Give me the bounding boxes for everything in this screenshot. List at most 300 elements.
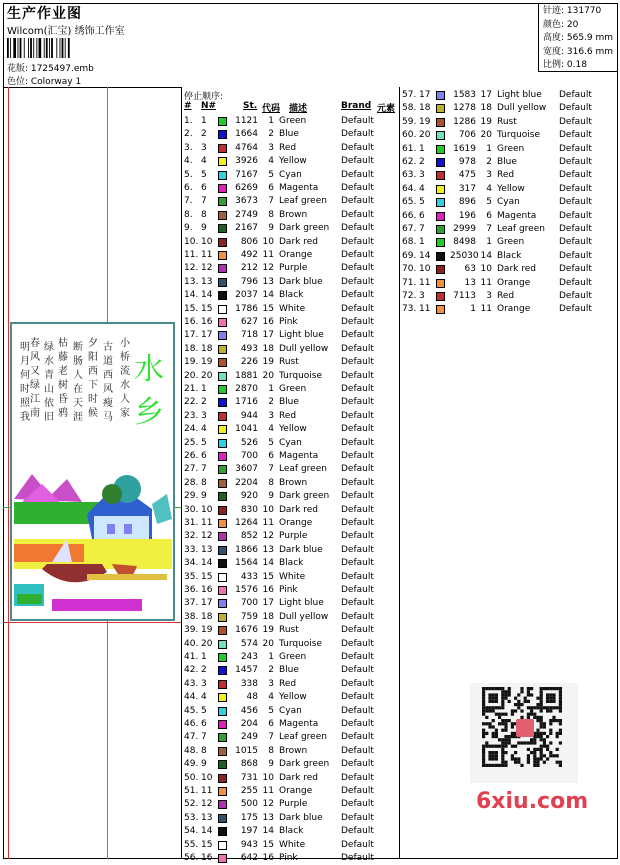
thread-brand: Default: [341, 209, 374, 220]
color-description: Purple: [279, 799, 308, 810]
stop-index: 46.: [184, 719, 199, 729]
color-code: 19: [262, 625, 274, 636]
stop-index: 12.: [184, 263, 199, 274]
svg-text:桥: 桥: [120, 352, 130, 363]
thread-brand: Default: [341, 826, 374, 837]
stop-index: 61.: [402, 143, 417, 154]
stitch-count: 243: [240, 652, 258, 662]
color-description: Yellow: [279, 424, 307, 435]
thread-brand: Default: [341, 544, 374, 555]
color-description: Dark green: [279, 759, 330, 770]
needle-number: 1: [201, 384, 207, 394]
thread-brand: Default: [341, 571, 374, 582]
color-code: 8: [268, 477, 274, 488]
needle-number: 7: [201, 732, 207, 743]
stop-row: [184, 289, 384, 302]
stitch-count: 25030: [450, 250, 479, 261]
stop-index: 54.: [184, 826, 199, 837]
svg-text:流: 流: [120, 366, 130, 377]
color-description: Green: [279, 384, 307, 394]
stop-row: [402, 290, 602, 303]
color-code: 12: [262, 263, 274, 274]
color-code: 16: [262, 585, 274, 595]
svg-text:绿: 绿: [44, 342, 54, 353]
color-description: Leaf green: [279, 464, 327, 475]
color-code: 10: [262, 504, 274, 515]
stop-row: [184, 544, 384, 557]
stop-index: 71.: [402, 277, 417, 288]
stop-index: 1.: [184, 116, 193, 126]
stitch-count: 7167: [235, 169, 258, 180]
color-swatch: [218, 238, 227, 247]
needle-number: 14: [201, 826, 213, 837]
svg-text:藤: 藤: [58, 352, 68, 363]
needle-number: 13: [201, 276, 213, 287]
thread-brand: Default: [341, 424, 374, 435]
color-description: Blue: [279, 397, 299, 408]
color-code: 5: [486, 197, 492, 208]
stitch-count: 226: [240, 357, 258, 368]
thread-brand: Default: [341, 116, 374, 126]
svg-text:风: 风: [103, 384, 113, 395]
stitch-count: 796: [240, 276, 258, 287]
stop-index: 13.: [184, 276, 199, 287]
color-code: 2: [268, 129, 274, 140]
stitch-count: 2167: [235, 223, 258, 234]
svg-text:涯: 涯: [73, 412, 83, 423]
color-description: Turquoise: [279, 370, 323, 381]
color-description: Brown: [279, 209, 308, 220]
stop-index: 68.: [402, 237, 417, 248]
design-file-label: 花版: 1725497.emb: [7, 64, 94, 74]
needle-number: 14: [201, 558, 213, 569]
color-code: 13: [262, 544, 274, 555]
stop-index: 8.: [184, 209, 193, 220]
needle-number: 7: [201, 464, 207, 475]
stop-row: [184, 276, 384, 289]
stop-row: [184, 155, 384, 168]
color-code: 12: [262, 531, 274, 542]
needle-number: 5: [419, 197, 425, 208]
color-code: 2: [486, 157, 492, 167]
stop-index: 28.: [184, 477, 199, 488]
color-code: 8: [268, 745, 274, 756]
stitch-count: 3926: [235, 156, 258, 167]
svg-text:旧: 旧: [44, 412, 54, 423]
thread-brand: Default: [341, 625, 374, 636]
barcode-icon: [7, 38, 85, 58]
thread-brand: Default: [341, 745, 374, 756]
color-swatch: [218, 130, 227, 139]
stop-index: 57.: [402, 90, 417, 100]
thread-brand: Default: [341, 397, 374, 408]
color-description: Dark red: [279, 772, 318, 783]
stop-row: [184, 812, 384, 825]
color-swatch: [436, 238, 445, 247]
color-swatch: [218, 331, 227, 340]
divider-vertical-mid: [181, 87, 182, 859]
stop-row: [402, 169, 602, 182]
needle-number: 11: [419, 304, 431, 315]
stitch-count: 2870: [235, 384, 258, 394]
stop-index: 49.: [184, 759, 199, 770]
stitch-count: 718: [240, 330, 258, 341]
needle-number: 12: [201, 799, 213, 810]
needle-number: 9: [201, 759, 207, 770]
stop-index: 64.: [402, 183, 417, 194]
color-code: 3: [268, 142, 274, 153]
color-code: 15: [262, 839, 274, 850]
stop-index: 32.: [184, 531, 199, 542]
color-code: 3: [268, 410, 274, 421]
needle-number: 5: [201, 705, 207, 716]
color-code: 9: [268, 759, 274, 770]
stitch-count: 1676: [235, 625, 258, 636]
stop-index: 56.: [184, 853, 199, 863]
needle-number: 10: [201, 504, 213, 515]
color-code: 4: [486, 183, 492, 194]
color-description: Yellow: [279, 692, 307, 703]
thread-brand: Default: [559, 130, 592, 141]
color-code: 5: [268, 437, 274, 448]
needle-number: 4: [419, 183, 425, 194]
stop-index: 20.: [184, 370, 199, 381]
color-description: Red: [497, 170, 515, 181]
needle-number: 6: [201, 451, 207, 461]
stop-index: 52.: [184, 799, 199, 810]
color-swatch: [218, 291, 227, 300]
stop-row: [402, 250, 602, 263]
stop-row: [184, 463, 384, 476]
stop-row: [184, 249, 384, 262]
color-code: 16: [262, 317, 274, 327]
thread-brand: Default: [559, 157, 592, 167]
stitch-count: 针迹: 131770: [543, 6, 602, 16]
stop-row: [184, 852, 384, 865]
poem-calligraphy: [20, 336, 131, 423]
thread-brand: Default: [341, 692, 374, 703]
thread-brand: Default: [341, 652, 374, 662]
color-swatch: [218, 841, 227, 850]
color-code: 6: [268, 451, 274, 461]
color-code: 4: [268, 156, 274, 167]
stop-index: 27.: [184, 464, 199, 475]
needle-number: 3: [419, 291, 425, 301]
stop-row: [184, 638, 384, 651]
thread-brand: Default: [341, 839, 374, 850]
needle-number: 14: [201, 290, 213, 301]
svg-text:枯: 枯: [58, 338, 68, 349]
thread-brand: Default: [341, 223, 374, 234]
stop-row: [184, 611, 384, 624]
color-code: 11: [262, 250, 274, 260]
stop-row: [184, 839, 384, 852]
needle-number: 11: [201, 786, 213, 796]
stitch-count: 574: [240, 638, 258, 649]
color-code: 16: [262, 853, 274, 863]
svg-text:断: 断: [73, 342, 83, 353]
color-code: 2: [268, 665, 274, 676]
stop-row: [184, 530, 384, 543]
color-description: White: [279, 303, 306, 314]
svg-text:下: 下: [88, 380, 98, 391]
needle-number: 6: [201, 183, 207, 193]
color-code: 14: [480, 250, 492, 261]
needle-number: 4: [201, 424, 207, 435]
thread-brand: Default: [559, 183, 592, 194]
stitch-count: 3607: [235, 464, 258, 475]
color-swatch: [218, 305, 227, 314]
stitch-count: 1716: [235, 397, 258, 408]
stop-row: [184, 584, 384, 597]
stop-index: 37.: [184, 598, 199, 609]
stop-row: [184, 356, 384, 369]
color-code: 1: [268, 652, 274, 662]
stop-row: [184, 731, 384, 744]
color-swatch: [218, 506, 227, 515]
stop-index: 58.: [402, 103, 417, 114]
color-description: Dark red: [279, 504, 318, 515]
color-swatch: [436, 104, 445, 113]
color-description: Rust: [497, 116, 517, 127]
stitch-count: 475: [458, 170, 476, 181]
stitch-count: 759: [240, 611, 258, 622]
stop-row: [184, 182, 384, 195]
stop-index: 29.: [184, 491, 199, 502]
stop-row: [184, 825, 384, 838]
color-description: Dark green: [279, 491, 330, 502]
stitch-count: 1264: [235, 518, 258, 528]
stitch-count: 500: [240, 799, 258, 810]
stop-sequence-title: 停止顺序:: [184, 92, 224, 102]
stop-index: 15.: [184, 303, 199, 314]
color-swatch: [218, 640, 227, 649]
needle-number: 17: [201, 330, 213, 341]
embroidery-preview: [10, 322, 175, 621]
svg-text:水: 水: [44, 356, 54, 367]
color-description: Black: [279, 290, 304, 301]
page-title: 生产作业图: [7, 6, 82, 22]
stop-row: [184, 691, 384, 704]
stop-row: [184, 437, 384, 450]
color-description: Green: [279, 116, 307, 126]
stop-index: 43.: [184, 678, 199, 689]
color-swatch: [436, 131, 445, 140]
color-swatch: [218, 144, 227, 153]
svg-text:瘦: 瘦: [103, 398, 113, 409]
village-scene: [14, 474, 172, 611]
stop-row: [184, 705, 384, 718]
color-code: 7: [268, 464, 274, 475]
thread-brand: Default: [559, 103, 592, 114]
needle-number: 6: [419, 210, 425, 221]
color-description: Brown: [279, 477, 308, 488]
color-swatch: [218, 854, 227, 863]
needle-number: 5: [201, 169, 207, 180]
stop-index: 40.: [184, 638, 199, 649]
color-code: 1: [268, 384, 274, 394]
color-swatch: [218, 264, 227, 273]
stitch-count: 175: [240, 812, 258, 823]
stop-index: 72.: [402, 291, 417, 301]
stop-row: [184, 383, 384, 396]
stop-row: [184, 477, 384, 490]
needle-number: 2: [201, 129, 207, 140]
stitch-count: 433: [240, 571, 258, 582]
stitch-count: 196: [458, 210, 476, 221]
color-swatch: [218, 251, 227, 260]
thread-brand: Default: [341, 558, 374, 569]
stop-index: 67.: [402, 224, 417, 234]
color-description: Purple: [279, 531, 308, 542]
stop-row: [184, 115, 384, 128]
svg-text:在: 在: [73, 384, 83, 395]
color-description: Dark blue: [279, 812, 323, 823]
stop-row: [184, 303, 384, 316]
color-swatch: [436, 198, 445, 207]
color-swatch: [218, 278, 227, 287]
color-code: 7: [268, 732, 274, 743]
color-swatch: [218, 425, 227, 434]
col-header-element: 元素: [377, 104, 396, 114]
color-description: Orange: [279, 786, 313, 796]
color-code: 13: [262, 276, 274, 287]
needle-number: 1: [201, 652, 207, 662]
color-swatch: [218, 720, 227, 729]
needle-number: 19: [201, 625, 213, 636]
needle-number: 3: [201, 142, 207, 153]
stop-index: 18.: [184, 343, 199, 354]
needle-number: 7: [419, 224, 425, 234]
needle-number: 3: [419, 170, 425, 181]
color-description: Light blue: [497, 90, 542, 100]
color-description: Light blue: [279, 330, 324, 341]
thread-brand: Default: [341, 611, 374, 622]
needle-number: 1: [419, 237, 425, 248]
thread-brand: Default: [341, 585, 374, 595]
color-swatch: [218, 693, 227, 702]
color-swatch: [218, 385, 227, 394]
color-description: Orange: [279, 250, 313, 260]
thread-brand: Default: [341, 518, 374, 528]
color-swatch: [218, 117, 227, 126]
svg-text:老: 老: [58, 366, 68, 377]
stop-row: [184, 396, 384, 409]
thread-brand: Default: [559, 304, 592, 315]
stop-row: [402, 277, 602, 290]
stop-index: 2.: [184, 129, 193, 140]
thread-brand: Default: [341, 719, 374, 729]
stop-index: 51.: [184, 786, 199, 796]
color-swatch: [218, 372, 227, 381]
needle-number: 16: [201, 317, 213, 327]
color-description: White: [279, 571, 306, 582]
stop-row: [402, 116, 602, 129]
needle-number: 2: [201, 397, 207, 408]
color-description: Cyan: [279, 705, 302, 716]
stitch-count: 627: [240, 317, 258, 327]
color-code: 14: [262, 290, 274, 301]
stop-index: 35.: [184, 571, 199, 582]
stop-index: 14.: [184, 290, 199, 301]
stop-index: 21.: [184, 384, 199, 394]
stitch-count: 1619: [453, 143, 476, 154]
color-swatch: [218, 653, 227, 662]
color-code: 14: [262, 558, 274, 569]
stitch-count: 868: [240, 759, 258, 770]
color-description: Pink: [279, 317, 298, 327]
color-description: White: [279, 839, 306, 850]
stop-row: [184, 262, 384, 275]
color-description: Blue: [497, 157, 517, 167]
stop-row: [184, 745, 384, 758]
needle-number: 17: [419, 90, 431, 100]
svg-text:春: 春: [30, 338, 40, 349]
stitch-count: 1664: [235, 129, 258, 140]
svg-text:绿: 绿: [30, 380, 40, 391]
needle-number: 14: [419, 250, 431, 261]
company-subtitle: Wilcom(汇宝) 绣饰工作室: [7, 26, 125, 37]
color-swatch: [218, 318, 227, 327]
stitch-count: 8498: [453, 237, 476, 248]
color-swatch: [436, 212, 445, 221]
stitch-count: 830: [240, 504, 258, 515]
color-swatch: [436, 265, 445, 274]
stitch-count: 896: [458, 197, 476, 208]
stop-row: [184, 664, 384, 677]
color-description: Green: [497, 237, 525, 248]
color-description: Leaf green: [279, 196, 327, 207]
col-header-code: 代码: [262, 104, 281, 114]
stop-index: 4.: [184, 156, 193, 167]
artwork-title-char-1: 水: [134, 352, 164, 387]
thread-brand: Default: [559, 224, 592, 234]
stitch-count: 978: [458, 157, 476, 167]
color-code: 1: [486, 143, 492, 154]
needle-number: 4: [201, 156, 207, 167]
stop-index: 34.: [184, 558, 199, 569]
color-description: Cyan: [279, 437, 302, 448]
color-swatch: [436, 292, 445, 301]
color-swatch: [218, 586, 227, 595]
stop-index: 53.: [184, 812, 199, 823]
thread-brand: Default: [341, 598, 374, 609]
stop-index: 19.: [184, 357, 199, 368]
color-swatch: [218, 224, 227, 233]
stop-row: [184, 209, 384, 222]
stop-row: [184, 169, 384, 182]
color-description: Pink: [279, 585, 298, 595]
color-description: Green: [279, 652, 307, 662]
stop-row: [184, 329, 384, 342]
color-code: 3: [486, 291, 492, 301]
color-description: Brown: [279, 745, 308, 756]
design-scale: 比例: 0.18: [543, 60, 587, 70]
svg-text:照: 照: [20, 398, 30, 409]
stop-row: [184, 222, 384, 235]
stitch-count: 6269: [235, 183, 258, 193]
thread-brand: Default: [341, 156, 374, 167]
col-header-st: St.: [243, 101, 258, 111]
color-count: 颜色: 20: [543, 19, 579, 30]
thread-brand: Default: [559, 237, 592, 248]
svg-text:依: 依: [44, 398, 54, 409]
color-code: 6: [486, 210, 492, 221]
color-code: 17: [262, 598, 274, 609]
svg-text:江: 江: [30, 394, 40, 405]
color-swatch: [218, 465, 227, 474]
needle-number: 18: [201, 611, 213, 622]
